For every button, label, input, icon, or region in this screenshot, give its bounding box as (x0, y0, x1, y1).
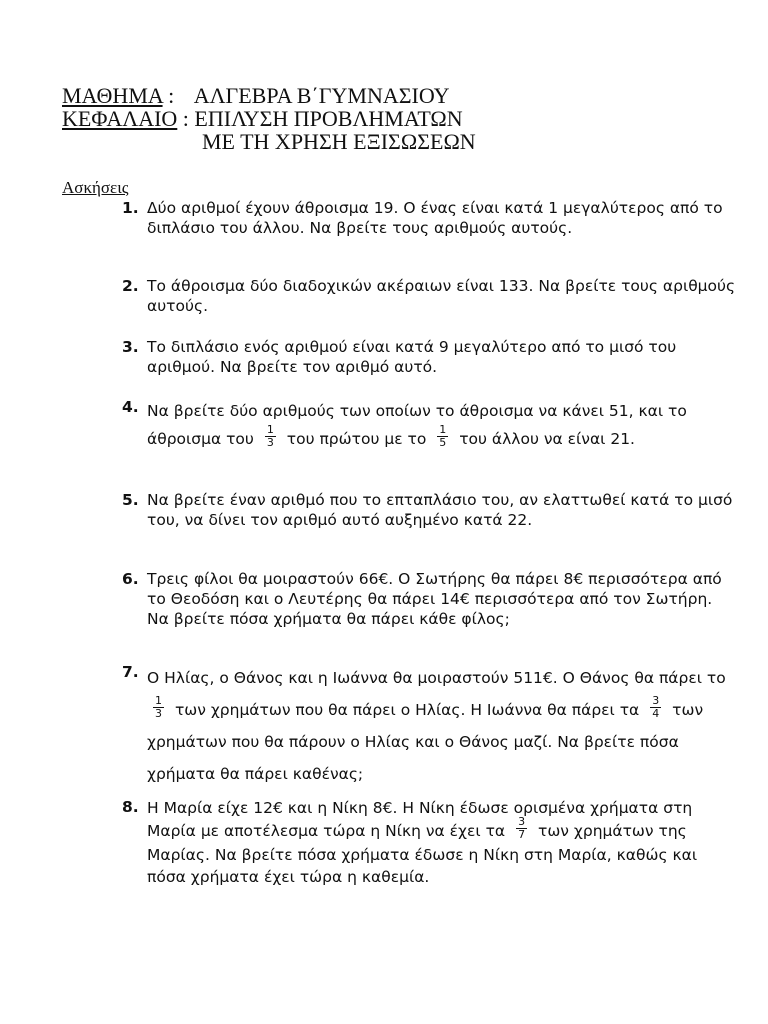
chapter-label: ΚΕΦΑΛΑΙΟ (62, 106, 178, 131)
exercise-5 (122, 490, 733, 529)
exercise-text-part: Να βρείτε δύο αριθμούς των οποίων το άθροισμα να κάνει 51, και το άθροισμα του (147, 402, 687, 448)
fraction (650, 695, 661, 720)
exercise-number: 7. (122, 663, 139, 681)
exercise-3 (122, 337, 732, 376)
subject-label: ΜΑΘΗΜΑ (62, 83, 163, 108)
exercise-text (147, 662, 737, 790)
numerator: 1 (155, 694, 162, 707)
exercise-1 (122, 198, 732, 237)
exercise-number: 5. (122, 491, 139, 509)
numerator: 3 (518, 815, 526, 828)
exercise-number: 2. (122, 277, 139, 295)
numerator: 1 (266, 423, 274, 436)
fraction (516, 816, 527, 841)
chapter-value-line1: ΕΠΙΛΥΣΗ ΠΡΟΒΛΗΜΑΤΩΝ (194, 106, 463, 131)
denominator: 7 (518, 828, 526, 841)
denominator: 5 (439, 436, 447, 449)
exercise-4 (122, 397, 732, 449)
fraction (437, 424, 448, 449)
exercise-text (147, 397, 737, 453)
exercise-text-part: των χρημάτων της Μαρίας. Να βρείτε πόσα χρήματα έδωσε η Νίκη στη Μαρία, καθώς και πόσα χρήματα έχει τώρα η καθεμία. (147, 822, 698, 886)
chapter-row-2 (62, 130, 476, 153)
chapter-value-line2: ΜΕ ΤΗ ΧΡΗΣΗ ΕΞΙΣΩΣΕΩΝ (202, 129, 476, 154)
document-header (62, 84, 476, 153)
exercise-text-part: των χρημάτων που θα πάρουν ο Ηλίας και ο Θάνος μαζί. Να βρείτε πόσα χρήματα θα πάρει καθένας; (147, 701, 704, 783)
numerator: 3 (652, 694, 660, 707)
exercise-2 (122, 276, 736, 315)
subject-row (62, 84, 476, 107)
exercise-text-part: του άλλου να είναι 21. (459, 430, 635, 448)
exercise-number: 3. (122, 338, 139, 356)
fraction (153, 695, 164, 720)
exercise-number: 1. (122, 199, 139, 217)
exercise-text-part: Η Μαρία είχε 12€ και η Νίκη 8€. Η Νίκη έδωσε ορισμένα χρήματα στη Μαρία με αποτέλεσμα τώρα η Νίκη να έχει τα (147, 799, 693, 840)
fraction (265, 424, 276, 449)
exercise-text-part: Ο Ηλίας, ο Θάνος και η Ιωάννα θα μοιραστούν 511€. Ο Θάνος θα πάρει το (147, 669, 726, 687)
section-title: Ασκήσεις (62, 178, 129, 197)
subject-colon: : (168, 83, 175, 108)
exercise-text: Δύο αριθμοί έχουν άθροισμα 19. Ο ένας είναι κατά 1 μεγαλύτερος από το διπλάσιο του άλλου. Να βρείτε τους αριθμούς αυτούς. (147, 199, 723, 237)
exercise-text (147, 797, 737, 888)
chapter-row (62, 107, 476, 130)
exercise-text: Να βρείτε έναν αριθμό που το επταπλάσιο του, αν ελαττωθεί κατά το μισό του, να δίνει τον αριθμό αυτό αυξημένο κατά 22. (147, 491, 733, 529)
exercise-text: Το διπλάσιο ενός αριθμού είναι κατά 9 μεγαλύτερο από το μισό του αριθμού. Να βρείτε τον αριθμό αυτό. (147, 338, 677, 376)
subject-value: ΑΛΓΕΒΡΑ Β΄ΓΥΜΝΑΣΙΟΥ (193, 83, 450, 108)
exercise-text: Τρεις φίλοι θα μοιραστούν 66€. Ο Σωτήρης θα πάρει 8€ περισσότερα από το Θεοδόση και ο Λευτέρης θα πάρει 14€ περισσότερα από τον Σωτήρη. Να βρείτε πόσα χρήματα θα πάρει κάθε φίλος; (147, 570, 722, 628)
exercise-8 (122, 797, 732, 886)
exercise-number: 8. (122, 798, 139, 816)
denominator: 3 (155, 707, 162, 720)
denominator: 3 (266, 436, 274, 449)
numerator: 1 (439, 423, 447, 436)
exercise-7 (122, 662, 732, 783)
denominator: 4 (652, 707, 660, 720)
exercise-text-part: του πρώτου με το (286, 430, 427, 448)
exercise-number: 4. (122, 398, 139, 416)
exercise-number: 6. (122, 570, 139, 588)
exercise-text-part: των χρημάτων που θα πάρει ο Ηλίας. Η Ιωάννα θα πάρει τα (174, 701, 640, 719)
exercise-text: Το άθροισμα δύο διαδοχικών ακέραιων είναι 133. Να βρείτε τους αριθμούς αυτούς. (147, 277, 736, 315)
chapter-colon: : (182, 106, 189, 131)
exercise-6 (122, 569, 732, 628)
